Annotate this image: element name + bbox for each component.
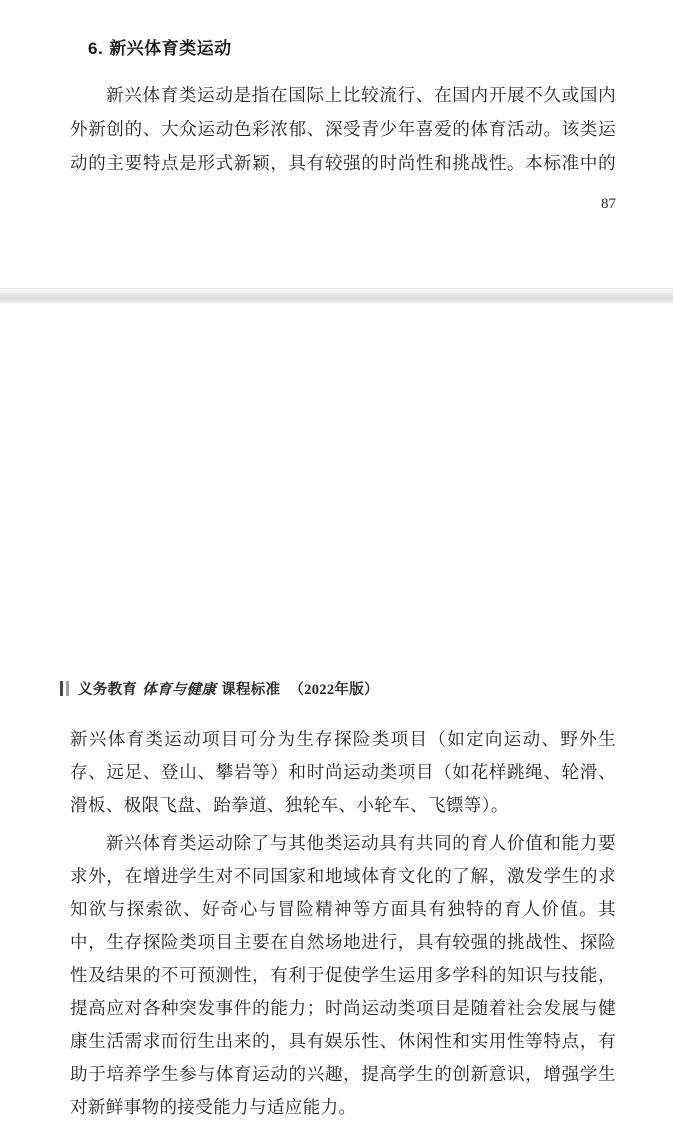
header-bars-icon — [60, 681, 69, 696]
page-2-paragraph-1 — [70, 723, 616, 822]
running-header-prefix: 义务教育 — [78, 681, 138, 698]
running-header — [60, 677, 379, 699]
text-line: 滑板、极限飞盘、跆拳道、独轮车、小轮车、飞镖等）。 — [70, 795, 509, 815]
text-line: 知欲与探索欲、好奇心与冒险精神等方面具有独特的育人价值。其 — [70, 899, 616, 919]
section-heading — [88, 34, 232, 59]
section-title: 新兴体育类运动 — [109, 39, 232, 58]
page-divider-band — [0, 289, 673, 305]
text-line: 新兴体育类运动是指在国际上比较流行、在国内开展不久或国内 — [106, 85, 616, 105]
page-scan-2 — [0, 325, 673, 1117]
text-line: 对新鲜事物的接受能力与适应能力。 — [70, 1097, 357, 1117]
page-2-paragraph-2 — [70, 827, 616, 1124]
text-line: 求外，在增进学生对不同国家和地域体育文化的了解，激发学生的求 — [70, 866, 616, 886]
text-line: 提高应对各种突发事件的能力；时尚运动类项目是随着社会发展与健 — [70, 998, 616, 1018]
section-number: 6. — [88, 39, 104, 58]
running-header-title: 体育与健康 — [142, 681, 217, 698]
text-line: 新兴体育类运动除了与其他类运动具有共同的育人价值和能力要 — [106, 833, 616, 853]
page-divider — [0, 262, 673, 325]
text-line: 中，生存探险类项目主要在自然场地进行，具有较强的挑战性、探险 — [70, 932, 616, 952]
text-line: 外新创的、大众运动色彩浓郁、深受青少年喜爱的体育活动。该类运 — [70, 119, 616, 139]
text-line: 助于培养学生参与体育运动的兴趣，提高学生的创新意识，增强学生 — [70, 1064, 616, 1084]
text-line: 新兴体育类运动项目可分为生存探险类项目（如定向运动、野外生 — [70, 729, 616, 749]
running-header-suffix: 课程标准 — [221, 681, 281, 698]
page-number: 87 — [601, 196, 616, 212]
header-bar-light-icon — [66, 681, 69, 696]
text-line: 性及结果的不可预测性，有利于促使学生运用多学科的知识与技能， — [70, 965, 616, 985]
header-bar-dark-icon — [60, 681, 63, 696]
text-line: 动的主要特点是形式新颖，具有较强的时尚性和挑战性。本标准中的 — [70, 153, 616, 173]
running-header-edition: （2022年版） — [289, 681, 379, 698]
text-line: 存、远足、登山、攀岩等）和时尚运动类项目（如花样跳绳、轮滑、 — [70, 762, 616, 782]
page-scan-1 — [0, 0, 673, 262]
text-line: 康生活需求而衍生出来的，具有娱乐性、休闲性和实用性等特点，有 — [70, 1031, 616, 1051]
page-1-paragraph — [70, 78, 616, 180]
